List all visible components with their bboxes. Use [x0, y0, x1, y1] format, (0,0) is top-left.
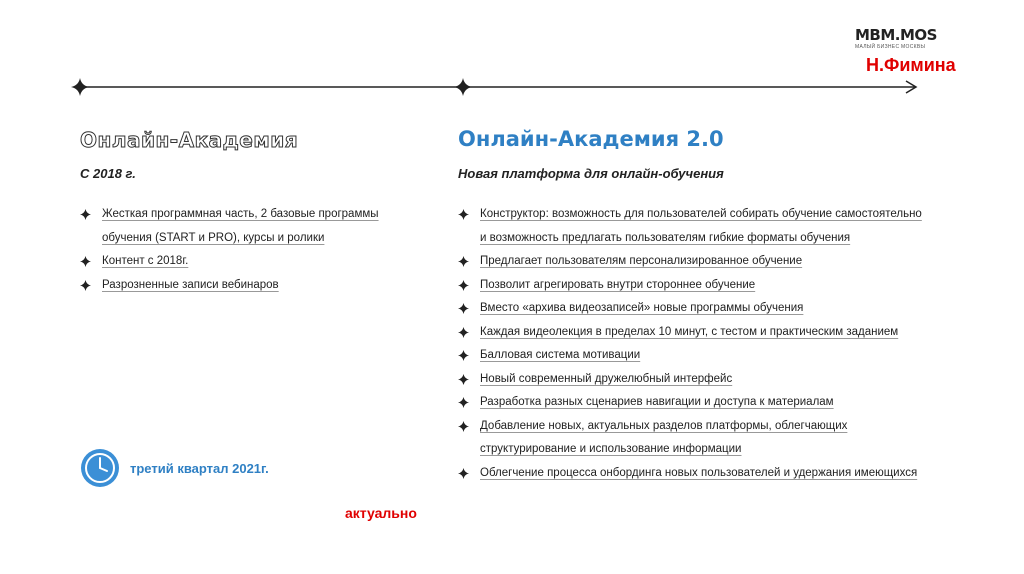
- star-bullet-icon: [80, 209, 91, 220]
- logo-main-text: MBM.MOS: [855, 26, 937, 44]
- list-item-text: Балловая система мотивации: [480, 349, 641, 361]
- star-bullet-icon: [458, 350, 469, 361]
- release-badge-text: третий квартал 2021г.: [130, 460, 269, 476]
- list-item: [80, 274, 410, 298]
- list-item: [80, 203, 410, 227]
- release-badge: [80, 448, 269, 488]
- list-item: [458, 438, 958, 462]
- clock-icon: [80, 448, 120, 488]
- right-subtitle: Новая платформа для онлайн-обучения: [458, 166, 724, 181]
- timeline: [0, 0, 1024, 120]
- list-item-text: обучения (START и PRO), курсы и ролики: [102, 231, 325, 244]
- list-item: [458, 227, 958, 251]
- timeline-marker-mid: [454, 78, 472, 96]
- list-item-text: Добавление новых, актуальных разделов платформы, облегчающих: [480, 419, 848, 432]
- star-bullet-icon: [458, 397, 469, 408]
- star-bullet-icon: [458, 468, 469, 479]
- list-item: [458, 321, 958, 345]
- left-list: [80, 203, 410, 297]
- list-item-text: Контент с 2018г.: [102, 255, 189, 267]
- list-item-text: Предлагает пользователям персонализированное обучение: [480, 255, 803, 267]
- list-item: [80, 250, 410, 274]
- list-item-text: Разрозненные записи вебинаров: [102, 278, 279, 291]
- right-list: [458, 203, 958, 485]
- star-bullet-icon: [80, 280, 91, 291]
- left-subtitle: С 2018 г.: [80, 166, 136, 181]
- star-bullet-icon: [458, 374, 469, 385]
- list-item-text: и возможность предлагать пользователям гибкие форматы обучения: [480, 231, 851, 244]
- list-item: [458, 203, 958, 227]
- list-item: [458, 368, 958, 392]
- star-bullet-icon: [80, 256, 91, 267]
- star-bullet-icon: [458, 303, 469, 314]
- author-name: Н.Фимина: [866, 55, 956, 75]
- list-item-text: Конструктор: возможность для пользователей собирать обучение самостоятельно: [480, 208, 922, 220]
- star-bullet-icon: [458, 256, 469, 267]
- list-item-text: Каждая видеолекция в пределах 10 минут, с тестом и практическим заданием: [480, 325, 899, 338]
- note-label: актуально: [345, 505, 417, 521]
- star-bullet-icon: [458, 327, 469, 338]
- star-bullet-icon: [458, 421, 469, 432]
- list-item-text: Жесткая программная часть, 2 базовые программы: [102, 208, 379, 220]
- right-title: Онлайн-Академия 2.0: [458, 127, 724, 151]
- list-item-text: Позволит агрегировать внутри стороннее обучение: [480, 278, 756, 291]
- left-title: Онлайн-Академия: [80, 128, 299, 152]
- star-bullet-icon: [458, 209, 469, 220]
- logo-sub-text: МАЛЫЙ БИЗНЕС МОСКВЫ: [855, 44, 926, 50]
- list-item: [458, 250, 958, 274]
- list-item-text: Новый современный дружелюбный интерфейс: [480, 372, 733, 385]
- list-item: [458, 344, 958, 368]
- list-item: [458, 391, 958, 415]
- list-item-text: Облегчение процесса онбординга новых пользователей и удержания имеющихся: [480, 466, 918, 479]
- list-item-text: Разработка разных сценариев навигации и доступа к материалам: [480, 396, 834, 408]
- list-item: [80, 227, 410, 251]
- list-item-text: структурирование и использование информации: [480, 443, 742, 455]
- star-bullet-icon: [458, 280, 469, 291]
- list-item: [458, 415, 958, 439]
- list-item: [458, 297, 958, 321]
- timeline-marker-start: [71, 78, 89, 96]
- list-item-text: Вместо «архива видеозаписей» новые программы обучения: [480, 302, 804, 314]
- list-item: [458, 462, 958, 486]
- list-item: [458, 274, 958, 298]
